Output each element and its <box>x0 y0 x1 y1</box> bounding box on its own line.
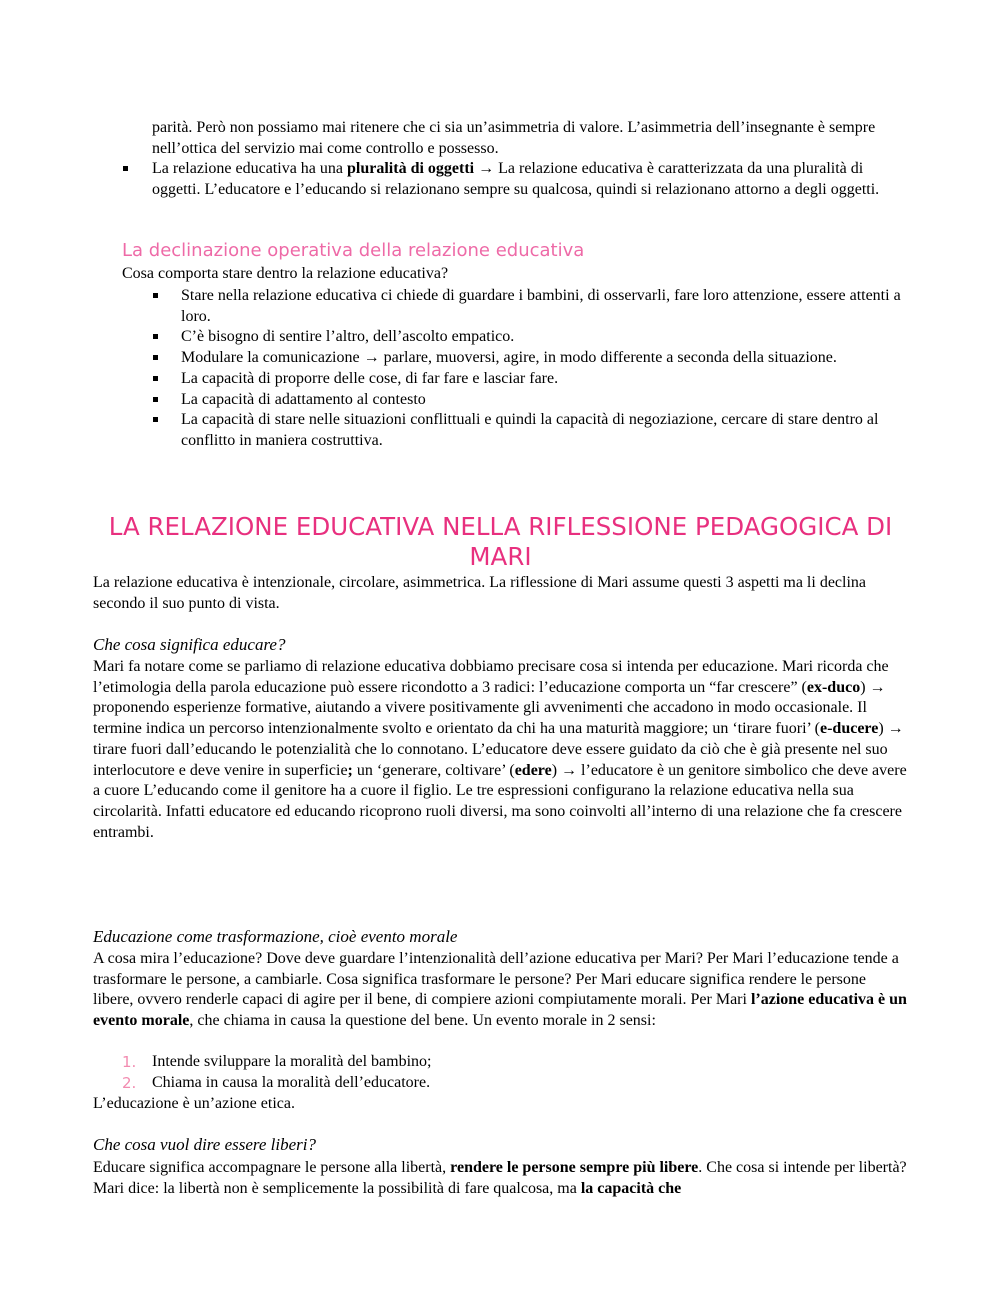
square-bullet-icon <box>123 166 128 171</box>
list-item: Modulare la comunicazione → parlare, muoversi, agire, in modo differente a seconda della situazione. <box>152 348 912 369</box>
list-item: La capacità di adattamento al contesto <box>152 390 912 411</box>
closing-line: L’educazione è un’azione etica. <box>93 1095 295 1112</box>
list-item: La capacità di stare nelle situazioni conflittuali e quindi la capacità di negoziazione, cercare di stare dentro al conflitto in maniera costruttiva. <box>152 410 912 451</box>
subheading-trasformazione: Educazione come trasformazione, cioè evento morale <box>93 927 458 946</box>
list-item: Stare nella relazione educativa ci chiede di guardare i bambini, di osservarli, fare loro attenzione, essere attenti a loro. <box>152 286 912 327</box>
list-item: 2. Chiama in causa la moralità dell’educatore. <box>122 1073 431 1092</box>
square-bullet-icon <box>153 293 158 298</box>
section-intro: Cosa comporta stare dentro la relazione educativa? <box>122 265 449 282</box>
list-number: 2. <box>122 1073 137 1092</box>
item-bold-text: pluralità di oggetti <box>347 160 475 177</box>
list-number: 1. <box>122 1053 137 1071</box>
section-heading: La declinazione operativa della relazione educativa <box>122 240 585 261</box>
list-item <box>122 159 912 200</box>
square-bullet-icon <box>153 397 158 402</box>
paragraph-liberi: Educare significa accompagnare le persone alla libertà, rendere le persone sempre più libere. Che cosa si intende per libertà? Mari dice: la libertà non è semplicemente la possibilità di fare qualcosa, ma la capacità che <box>93 1159 907 1197</box>
square-bullet-icon <box>153 417 158 422</box>
numbered-list <box>122 1052 431 1093</box>
list-item: La capacità di proporre delle cose, di far fare e lasciar fare. <box>152 369 912 390</box>
paragraph-trasformazione: A cosa mira l’educazione? Dove deve guardare l’intenzionalità dell’azione educativa per Mari? Per Mari l’educazione tende a trasformare le persone, a cambiarle. Cosa significa trasformare le persone? Per Mari educare significa rendere le persone libere, ovvero renderle capaci di agire per il bene, di compiere azioni compiutamente morali. Per Mari l’azione educativa è un evento morale, che chiama in causa la questione del bene. Un evento morale in 2 sensi: <box>93 950 907 1030</box>
item-text: La relazione educativa ha una <box>152 160 347 177</box>
chapter-intro: La relazione educativa è intenzionale, circolare, asimmetrica. La riflessione di Mari assume questi 3 aspetti ma li declina secondo il suo punto di vista. <box>93 574 867 612</box>
square-bullet-icon <box>153 334 158 339</box>
square-bullet-icon <box>153 376 158 381</box>
bullet-list-oggetti <box>122 159 912 200</box>
paragraph-educare: Mari fa notare come se parliamo di relazione educativa dobbiamo precisare cosa si intenda per educazione. Mari ricorda che l’etimologia della parola educazione può essere ricondotto a 3 radici: l’educazione comporta un “far crescere” (ex-duco) → proponendo esperienze formative, aiutando a vivere positivamente gli avvenimenti che accadono in modo occasionale. Il termine indica un percorso intenzionalmente svolto e orientato da chi ha una maturità maggiore; un ‘tirare fuori’ (e-ducere) → tirare fuori dall’educando le potenzialità che lo connotano. L’educatore deve essere guidato da ciò che è già presente nel suo interlocutore e deve venire in superficie; un ‘generare, coltivare’ (edere) → l’educatore è un genitore simbolico che deve avere a cuore L’educando come il genitore ha a cuore il figlio. Le tre espressioni configurano la relazione educativa nella sua circolarità. Infatti educatore ed educando ricoprono ruoli diversi, ma sono coinvolti all’interno di una relazione che fa crescere entrambi. <box>93 658 907 841</box>
item-text: La relazione educativa è caratterizzata da una pluralità di oggetti. L’educatore e l’educando si relazionano sempre su qualcosa, quindi si relazionano attorno a degli oggetti. <box>152 160 880 198</box>
square-bullet-icon <box>153 355 158 360</box>
arrow-icon: → <box>474 160 499 177</box>
continued-paragraph: parità. Però non possiamo mai ritenere che ci sia un’asimmetria di valore. L’asimmetria dell’insegnante è sempre nell’ottica del servizio mai come controllo e possesso. <box>152 119 876 157</box>
subheading-liberi: Che cosa vuol dire essere liberi? <box>93 1135 317 1154</box>
list-item: C’è bisogno di sentire l’altro, dell’ascolto empatico. <box>152 327 912 348</box>
subheading-educare: Che cosa significa educare? <box>93 635 286 654</box>
chapter-title: LA RELAZIONE EDUCATIVA NELLA RIFLESSIONE PEDAGOGICA DI MARI <box>108 512 893 571</box>
list-item: 1. Intende sviluppare la moralità del bambino; <box>122 1053 432 1071</box>
bullet-list-declinazione <box>152 286 912 452</box>
